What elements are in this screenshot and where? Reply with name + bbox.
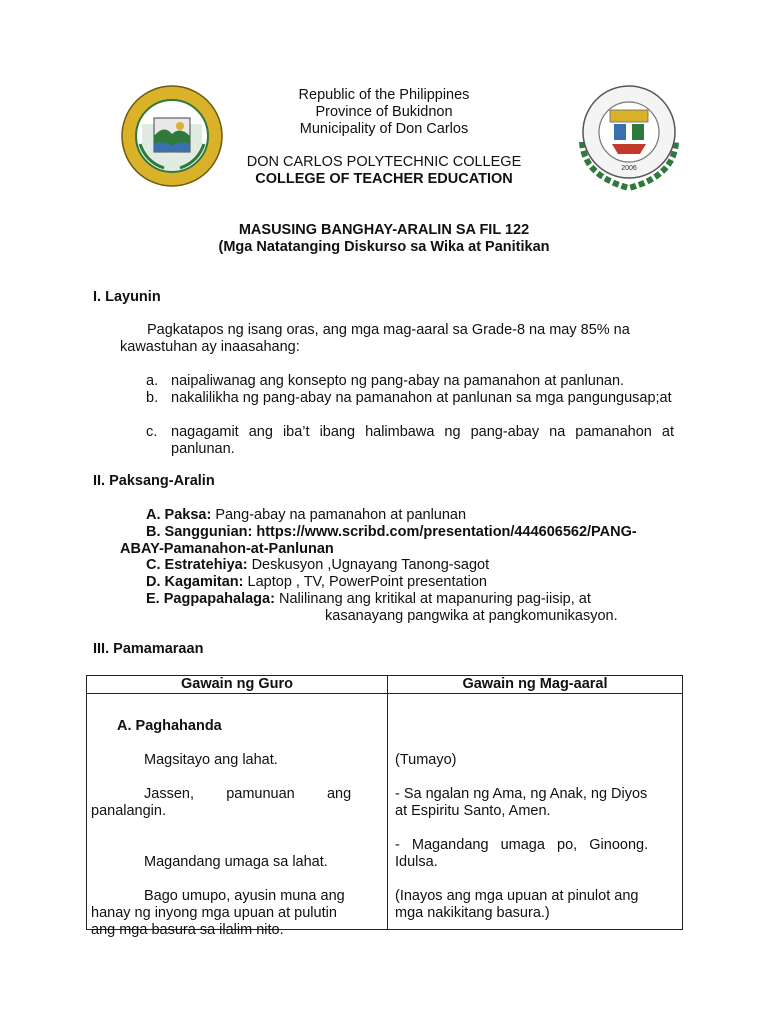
objective-text: nagagamit ang iba’t ibang halimbawa ng pang-abay na pamanahon at panlunan. (171, 424, 674, 457)
estratehiya-value: Deskusyon ,Ugnayang Tanong-sagot (247, 557, 490, 573)
table-row (87, 694, 683, 930)
header-province: Province of Bukidnon (315, 104, 453, 120)
kagamitan-value: Laptop , TV, PowerPoint presentation (243, 574, 487, 590)
teacher-line: Magandang umaga sa lahat. (144, 854, 328, 870)
estratehiya-line (146, 557, 489, 574)
teacher-line: ang mga basura sa ilalim nito. (91, 922, 284, 938)
sanggunian-label: B. Sanggunian: (146, 524, 257, 540)
layunin-intro-line1: Pagkatapos ng isang oras, ang mga mag-aaral sa Grade-8 na may 85% na (147, 322, 630, 338)
estratehiya-label: C. Estratehiya: (146, 557, 248, 573)
header-college: DON CARLOS POLYTECHNIC COLLEGE (246, 154, 522, 170)
student-line: (Inayos ang mga upuan at pinulot ang (395, 888, 639, 904)
header-municipality: Municipality of Don Carlos (299, 121, 469, 137)
kagamitan-label: D. Kagamitan: (146, 574, 244, 590)
sanggunian-link-continued[interactable]: ABAY-Pamanahon-at-Panlunan (120, 541, 334, 557)
layunin-intro-line2: kawastuhan ay inaasahang: (120, 339, 300, 355)
objective-marker: a. (146, 373, 159, 389)
college-seal-year: 2006 (621, 165, 637, 172)
column-header-student: Gawain ng Mag-aaral (388, 676, 683, 694)
pagpapahalaga-value: Nalilinang ang kritikal at mapanuring pag-iisip, at (274, 591, 591, 607)
paksa-line (146, 507, 466, 524)
objective-text: naipaliwanag ang konsepto ng pang-abay na pamanahon at panlunan. (171, 373, 625, 389)
header-republic: Republic of the Philippines (298, 87, 470, 103)
student-cell (388, 694, 683, 930)
column-header-teacher: Gawain ng Guro (87, 676, 388, 694)
student-line: mga nakikitang basura.) (395, 905, 550, 921)
table-header-row (87, 676, 683, 694)
objective-marker: b. (146, 390, 159, 406)
document-title: MASUSING BANGHAY-ARALIN SA FIL 122 (238, 222, 530, 238)
student-line: - Magandang umaga po, Ginoong. (395, 837, 649, 853)
objective-c (146, 424, 674, 458)
paksa-value: Pang-abay na pamanahon at panlunan (211, 507, 467, 523)
objective-text: nakalilikha ng pang-abay na pamanahon at panlunan sa mga pangungusap;at (171, 390, 672, 406)
teacher-cell (87, 694, 388, 938)
student-line: at Espiritu Santo, Amen. (395, 803, 551, 819)
teacher-line: Magsitayo ang lahat. (144, 752, 278, 768)
sanggunian-line (146, 524, 674, 541)
header-department: COLLEGE OF TEACHER EDUCATION (255, 171, 513, 187)
teacher-line: Bago umupo, ayusin muna ang (144, 888, 345, 904)
section-layunin-heading: I. Layunin (93, 289, 161, 305)
document-subtitle: (Mga Natatanging Diskurso sa Wika at Panitikan (218, 239, 550, 255)
objective-b (146, 390, 674, 407)
teacher-line: panalangin. (91, 803, 166, 819)
teacher-line: Jassen, pamunuan ang (144, 786, 352, 802)
paksa-label: A. Paksa: (146, 507, 212, 523)
student-line: Idulsa. (395, 854, 438, 870)
pagpapahalaga-value-continued: kasanayang pangwika at pangkomunikasyon. (325, 608, 618, 624)
section-paksang-aralin-heading: II. Paksang-Aralin (93, 473, 215, 489)
paghahanda-heading: A. Paghahanda (117, 718, 222, 734)
objective-a (146, 373, 674, 390)
procedure-table (86, 675, 683, 938)
objective-marker: c. (146, 424, 158, 440)
student-line: - Sa ngalan ng Ama, ng Anak, ng Diyos (395, 786, 648, 802)
section-pamamaraan-heading: III. Pamamaraan (93, 641, 204, 657)
pagpapahalaga-label: E. Pagpapahalaga: (146, 591, 275, 607)
teacher-line: hanay ng inyong mga upuan at pulutin (91, 905, 337, 921)
kagamitan-line (146, 574, 487, 591)
pagpapahalaga-line (146, 591, 591, 608)
sanggunian-link[interactable]: https://www.scribd.com/presentation/444606562/PANG- (256, 524, 637, 540)
student-line: (Tumayo) (395, 752, 457, 768)
